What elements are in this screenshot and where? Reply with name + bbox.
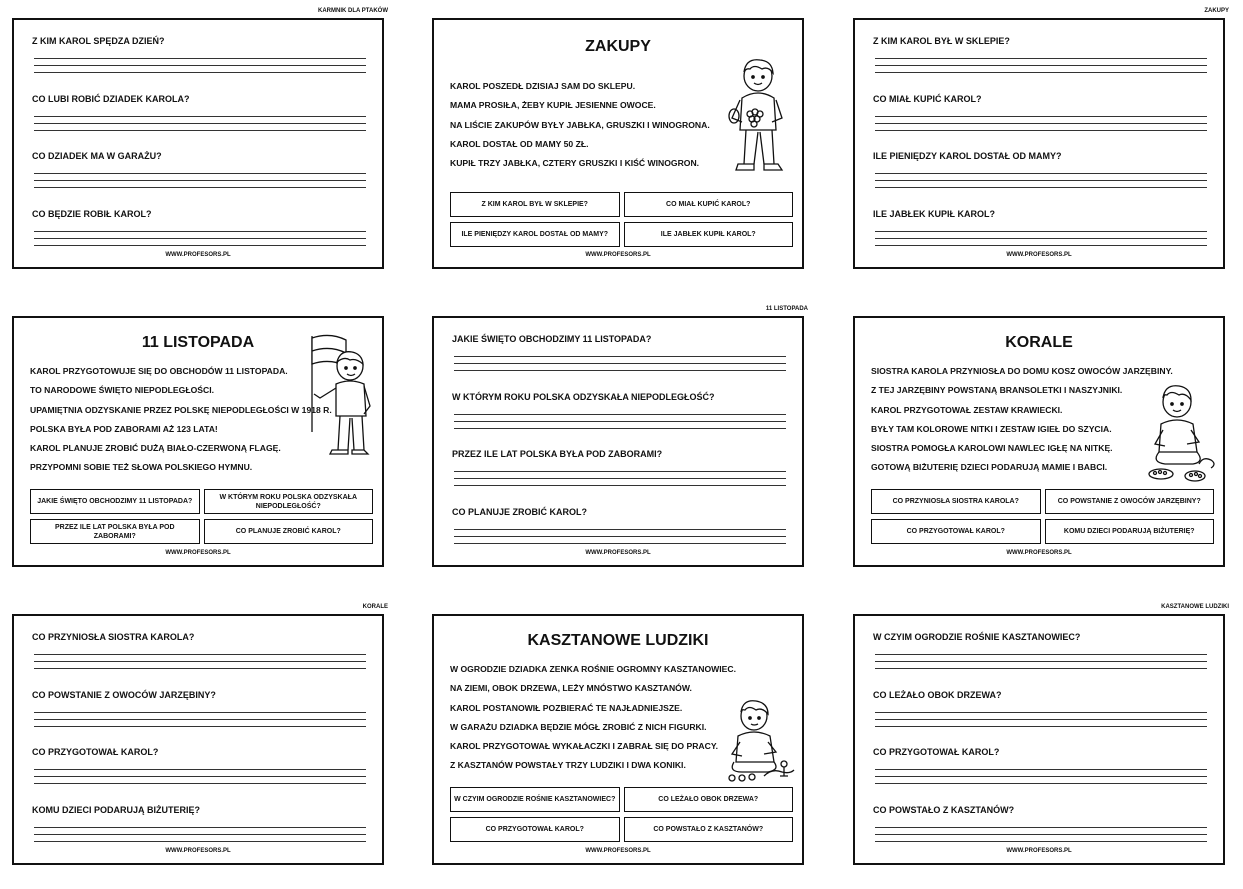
question-item: [32, 94, 366, 150]
story-line: KAROL PRZYGOTOWAŁ WYKAŁACZKI I ZABRAŁ SIĘ DO PRACY.: [450, 741, 718, 752]
story-line: W GARAŻU DZIADKA BĘDZIE MÓGŁ ZROBIĆ Z NICH FIGURKI.: [450, 721, 707, 732]
footer-url: WWW.PROFESORS.PL: [585, 550, 651, 556]
footer-url: WWW.PROFESORS.PL: [1006, 550, 1072, 556]
question-list: [873, 34, 1207, 264]
story-line: TO NARODOWE ŚWIĘTO NIEPODLEGŁOŚCI.: [30, 385, 214, 396]
story-line: SIOSTRA KAROLA PRZYNIOSŁA DO DOMU KOSZ OWOCÓW JARZĘBINY.: [871, 366, 1173, 376]
question-label: CO PRZYNIOSŁA SIOSTRA KAROLA?: [32, 632, 195, 642]
question-item: [452, 334, 786, 390]
question-label: CO PLANUJE ZROBIĆ KAROL?: [452, 506, 587, 517]
question-label: ILE PIENIĘDZY KAROL DOSTAŁ OD MAMY?: [873, 151, 1062, 162]
question-item: [873, 690, 1207, 746]
footer-url: WWW.PROFESORS.PL: [585, 252, 651, 258]
footer-url: WWW.PROFESORS.PL: [165, 252, 231, 258]
question-button[interactable]: ILE JABŁEK KUPIŁ KAROL?: [624, 222, 794, 247]
question-item: [873, 36, 1207, 92]
page-tag-korale: KORALE: [362, 604, 388, 610]
question-button[interactable]: W CZYIM OGRODZIE ROŚNIE KASZTANOWIEC?: [450, 787, 620, 812]
boy-with-flag-illustration: [304, 332, 376, 456]
story-line: PRZYPOMNI SOBIE TEŻ SŁOWA POLSKIEGO HYMNU.: [30, 462, 253, 473]
story-line: BYŁY TAM KOLOROWE NITKI I ZESTAW IGIEŁ DO SZYCIA.: [871, 423, 1112, 434]
question-item: [452, 449, 786, 505]
question-list: [452, 332, 786, 562]
story-text: [871, 366, 1173, 482]
page-tag-listopada: 11 LISTOPADA: [765, 306, 808, 312]
story-line: NA LIŚCIE ZAKUPÓW BYŁY JABŁKA, GRUSZKI I WINOGRONA.: [450, 119, 710, 130]
question-buttons: [30, 489, 373, 544]
question-button[interactable]: ILE PIENIĘDZY KAROL DOSTAŁ OD MAMY?: [450, 222, 620, 247]
question-button[interactable]: CO PRZYNIOSŁA SIOSTRA KAROLA?: [871, 489, 1041, 514]
question-item: [873, 151, 1207, 207]
story-line: Z KASZTANÓW POWSTAŁY TRZY LUDZIKI I DWA KONIKI.: [450, 760, 686, 771]
question-button[interactable]: CO POWSTAŁO Z KASZTANÓW?: [624, 817, 794, 842]
question-button[interactable]: W KTÓRYM ROKU POLSKA ODZYSKAŁA NIEPODLEGŁOŚĆ?: [204, 489, 374, 514]
question-button[interactable]: CO POWSTANIE Z OWOCÓW JARZĘBINY?: [1045, 489, 1215, 514]
question-button[interactable]: CO PLANUJE ZROBIĆ KAROL?: [204, 519, 374, 544]
story-text: [450, 664, 736, 780]
question-label: CO POWSTANIE Z OWOCÓW JARZĘBINY?: [32, 689, 216, 700]
question-card-listopada: [432, 316, 804, 567]
page-tag-kasztanowe: KASZTANOWE LUDZIKI: [1161, 604, 1229, 610]
question-item: [32, 151, 366, 207]
story-card-korale: [853, 316, 1225, 567]
question-item: [873, 747, 1207, 803]
question-label: CO MIAŁ KUPIĆ KAROL?: [873, 93, 982, 104]
story-line: KAROL POSTANOWIŁ POZBIERAĆ TE NAJŁADNIEJSZE.: [450, 702, 683, 713]
story-title: ZAKUPY: [585, 38, 651, 55]
question-button[interactable]: JAKIE ŚWIĘTO OBCHODZIMY 11 LISTOPADA?: [30, 489, 200, 514]
question-button[interactable]: CO LEŻAŁO OBOK DRZEWA?: [624, 787, 794, 812]
question-label: CO PRZYGOTOWAŁ KAROL?: [873, 747, 1000, 758]
page-tag-zakupy: ZAKUPY: [1204, 8, 1229, 14]
question-button[interactable]: Z KIM KAROL BYŁ W SKLEPIE?: [450, 192, 620, 217]
story-card-zakupy: [432, 18, 804, 269]
story-line: SIOSTRA POMOGŁA KAROLOWI NAWLEC IGŁĘ NA NITKĘ.: [871, 443, 1113, 454]
story-title: KASZTANOWE LUDZIKI: [527, 632, 709, 649]
question-label: CO PRZYGOTOWAŁ KAROL?: [32, 747, 159, 758]
story-line: KUPIŁ TRZY JABŁKA, CZTERY GRUSZKI I KIŚĆ WINOGRON.: [450, 158, 700, 169]
boy-threading-beads-illustration: [1141, 380, 1221, 484]
question-button[interactable]: CO PRZYGOTOWAŁ KAROL?: [450, 817, 620, 842]
story-title: KORALE: [1005, 334, 1073, 351]
question-label: W CZYIM OGRODZIE ROŚNIE KASZTANOWIEC?: [873, 632, 1081, 642]
question-label: W KTÓRYM ROKU POLSKA ODZYSKAŁA NIEPODLEGŁOŚĆ?: [452, 391, 715, 402]
story-line: KAROL PLANUJE ZROBIĆ DUŻĄ BIAŁO-CZERWONĄ FLAGĘ.: [30, 443, 281, 454]
footer-url: WWW.PROFESORS.PL: [1006, 252, 1072, 258]
question-label: KOMU DZIECI PODARUJĄ BIŻUTERIĘ?: [32, 804, 201, 815]
footer-url: WWW.PROFESORS.PL: [165, 550, 231, 556]
question-card-kasztanowe: [853, 614, 1225, 865]
story-line: W OGRODZIE DZIADKA ZENKA ROŚNIE OGROMNY KASZTANOWIEC.: [450, 664, 736, 674]
question-buttons: [450, 787, 793, 842]
footer-url: WWW.PROFESORS.PL: [165, 848, 231, 854]
question-item: [873, 632, 1207, 688]
boy-with-fruit-illustration: [724, 56, 790, 178]
question-button[interactable]: CO PRZYGOTOWAŁ KAROL?: [871, 519, 1041, 544]
question-label: Z KIM KAROL SPĘDZA DZIEŃ?: [32, 36, 165, 46]
story-line: GOTOWĄ BIŻUTERIĘ DZIECI PODARUJĄ MAMIE I BABCI.: [871, 462, 1108, 473]
question-label: ILE JABŁEK KUPIŁ KAROL?: [873, 208, 996, 219]
question-item: [32, 632, 366, 688]
question-button[interactable]: PRZEZ ILE LAT POLSKA BYŁA POD ZABORAMI?: [30, 519, 200, 544]
footer-url: WWW.PROFESORS.PL: [585, 848, 651, 854]
question-button[interactable]: CO MIAŁ KUPIĆ KAROL?: [624, 192, 794, 217]
question-card-karmnik: [12, 18, 384, 269]
question-buttons: [450, 192, 793, 247]
footer-url: WWW.PROFESORS.PL: [1006, 848, 1072, 854]
story-line: Z TEJ JARZĘBINY POWSTANĄ BRANSOLETKI I NASZYJNIKI.: [871, 385, 1123, 396]
question-item: [873, 94, 1207, 150]
question-item: [32, 747, 366, 803]
question-label: CO POWSTAŁO Z KASZTANÓW?: [873, 804, 1015, 815]
question-button[interactable]: KOMU DZIECI PODARUJĄ BIŻUTERIĘ?: [1045, 519, 1215, 544]
story-line: KAROL PRZYGOTOWAŁ ZESTAW KRAWIECKI.: [871, 404, 1063, 415]
question-card-zakupy: [853, 18, 1225, 269]
story-line: POLSKA BYŁA POD ZABORAMI AŻ 123 LATA!: [30, 423, 218, 434]
story-line: NA ZIEMI, OBOK DRZEWA, LEŻY MNÓSTWO KASZTANÓW.: [450, 683, 692, 694]
question-label: CO LEŻAŁO OBOK DRZEWA?: [873, 689, 1002, 700]
question-label: JAKIE ŚWIĘTO OBCHODZIMY 11 LISTOPADA?: [452, 334, 652, 344]
question-label: Z KIM KAROL BYŁ W SKLEPIE?: [873, 36, 1010, 46]
question-label: PRZEZ ILE LAT POLSKA BYŁA POD ZABORAMI?: [452, 449, 663, 460]
story-line: MAMA PROSIŁA, ŻEBY KUPIŁ JESIENNE OWOCE.: [450, 100, 656, 111]
story-card-listopada: [12, 316, 384, 567]
question-list: [873, 630, 1207, 860]
question-label: CO DZIADEK MA W GARAŻU?: [32, 151, 162, 162]
boy-making-chestnut-figures-illustration: [724, 696, 798, 784]
page-tag-karmnik: KARMNIK DLA PTAKÓW: [318, 8, 388, 14]
story-line: KAROL DOSTAŁ OD MAMY 50 ZŁ.: [450, 138, 589, 149]
question-list: [32, 630, 366, 860]
story-text: [450, 81, 710, 177]
story-line: KAROL POSZEDŁ DZISIAJ SAM DO SKLEPU.: [450, 81, 636, 91]
story-card-kasztanowe: [432, 614, 804, 865]
question-list: [32, 34, 366, 264]
question-item: [452, 392, 786, 448]
story-line: UPAMIĘTNIA ODZYSKANIE PRZEZ POLSKĘ NIEPODLEGŁOŚCI W 1918 R.: [30, 404, 332, 415]
question-item: [32, 36, 366, 92]
question-label: CO BĘDZIE ROBIŁ KAROL?: [32, 208, 152, 219]
question-buttons: [871, 489, 1214, 544]
question-item: [32, 690, 366, 746]
question-card-korale: [12, 614, 384, 865]
question-label: CO LUBI ROBIĆ DZIADEK KAROLA?: [32, 93, 190, 104]
story-text: [30, 366, 332, 482]
story-title: 11 LISTOPADA: [141, 334, 255, 351]
story-line: KAROL PRZYGOTOWUJE SIĘ DO OBCHODÓW 11 LISTOPADA.: [30, 366, 288, 376]
